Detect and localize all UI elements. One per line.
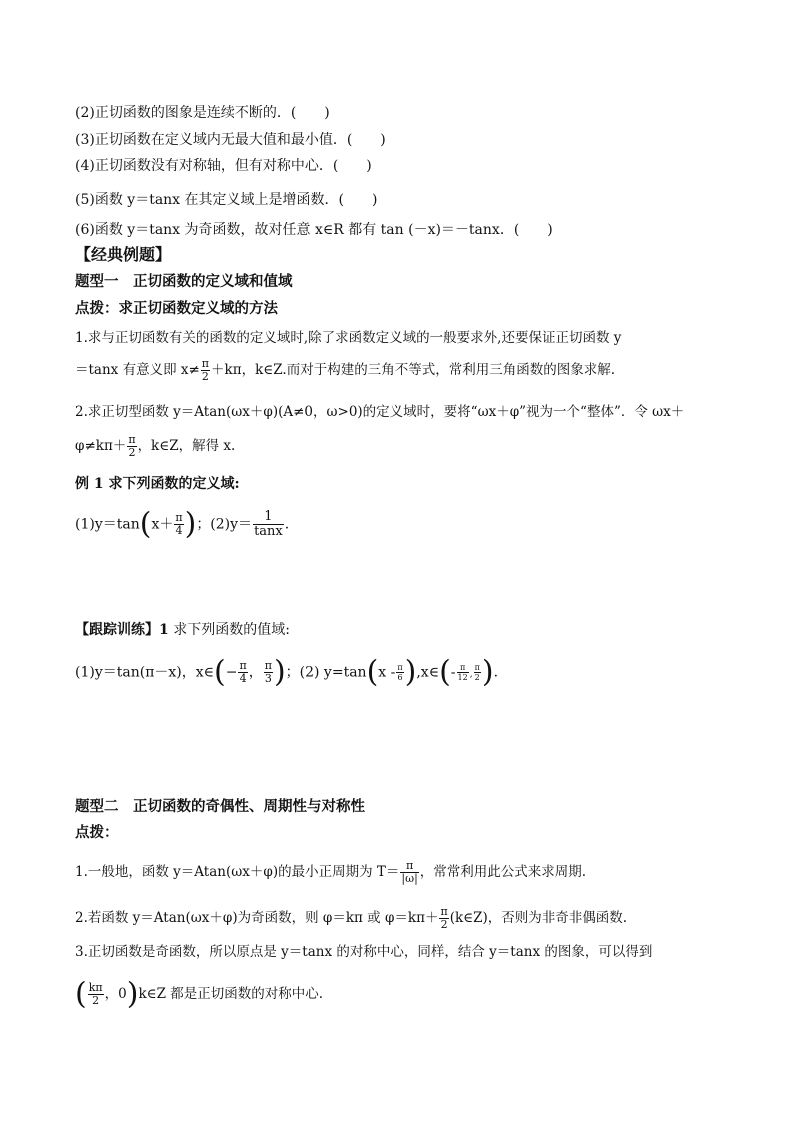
- example1-heading: [75, 474, 240, 494]
- denominator: 2: [128, 446, 136, 459]
- point3-line1: 3.正切函数是奇函数，所以原点是 y＝tanx 的对称中心，同样，结合 y＝tanx 的图象，可以得到: [75, 944, 653, 960]
- para2-line2-post: ，k∈Z，解得 x.: [137, 438, 236, 454]
- tr-b: ；(2) y=tan: [285, 664, 367, 681]
- comma: ,: [469, 669, 473, 680]
- ex1-a-pre: (1)y＝tan: [75, 516, 140, 533]
- numerator: π: [239, 659, 247, 672]
- point2: [75, 906, 627, 931]
- period: .: [493, 664, 499, 681]
- para2-line1: 2.求正切型函数 y＝Atan(ωx＋φ)(A≠0，ω>0)的定义域时，要将“ωx＋φ”视为一个“整体”．令 ωx＋: [75, 404, 685, 420]
- ex1-a-in: x＋: [151, 516, 174, 533]
- example1-label: 例 1 求下列函数的定义域:: [75, 476, 240, 492]
- right-paren: ): [404, 654, 417, 690]
- tip1: 点拨：求正切函数定义域的方法: [75, 300, 278, 317]
- minus: −: [225, 664, 238, 681]
- denominator: tanx: [254, 524, 283, 539]
- denominator: 2: [92, 994, 100, 1007]
- item-4: (4)正切函数没有对称轴，但有对称中心．( ): [75, 158, 372, 174]
- point2-post: (k∈Z)，否则为非奇非偶函数.: [449, 910, 628, 926]
- item-6: (6)函数 y＝tanx 为奇函数，故对任意 x∈R 都有 tan (－x)＝－tanx．( ): [75, 222, 553, 238]
- pi-over-6: [396, 663, 403, 682]
- left-paren: (: [439, 654, 451, 690]
- item-5: (5)函数 y＝tanx 在其定义域上是增函数．( ): [75, 192, 378, 208]
- denominator: 6: [397, 673, 403, 682]
- numerator: 1: [253, 510, 284, 525]
- item-3: (3)正切函数在定义域内无最大值和最小值．( ): [75, 132, 386, 148]
- pi-over-omega: [400, 860, 418, 885]
- one-over-tanx: [253, 510, 284, 539]
- numerator: π: [201, 357, 210, 370]
- left-paren: (: [366, 654, 379, 690]
- right-paren: ): [184, 506, 197, 542]
- denominator: 12: [457, 673, 468, 682]
- pi-over-2: [127, 434, 136, 459]
- point1-pre: 1.一般地，函数 y＝Atan(ωx＋φ)的最小正周期为 T＝: [75, 864, 400, 880]
- para2-line2-pre: φ≠kπ＋: [75, 438, 127, 454]
- numerator: π: [400, 860, 418, 873]
- pi-over-2: [201, 358, 210, 383]
- numerator: π: [457, 663, 469, 673]
- numerator: π: [474, 663, 480, 672]
- pi-over-3: [264, 660, 273, 685]
- denominator: 2: [440, 918, 448, 931]
- point1-post: ，常常利用此公式来求周期.: [419, 864, 587, 880]
- denominator: 2: [201, 370, 209, 383]
- pi-over-2: [439, 906, 448, 931]
- numerator: π: [397, 663, 403, 672]
- training-formulas: [75, 654, 499, 690]
- numerator: kπ: [88, 981, 103, 994]
- tip2: 点拨：: [75, 824, 119, 841]
- tr-c: ,x∈: [416, 664, 440, 681]
- point2-pre: 2.若函数 y＝Atan(ωx＋φ)为奇函数，则 φ＝kπ 或 φ＝kπ＋: [75, 910, 439, 926]
- tr-b-in: x -: [378, 664, 396, 681]
- numerator: π: [440, 905, 448, 918]
- numerator: π: [175, 511, 183, 524]
- right-paren: ): [273, 654, 286, 690]
- para1-line2-pre: ＝tanx 有意义即 x≠: [75, 362, 200, 378]
- right-paren: ): [126, 976, 139, 1012]
- period: .: [284, 516, 290, 533]
- training-heading: [75, 620, 290, 640]
- point3-line2: [75, 976, 324, 1012]
- pi-over-4: [238, 660, 247, 685]
- denominator: 3: [264, 672, 272, 685]
- para1-line2: [75, 358, 615, 383]
- point1: [75, 860, 586, 885]
- right-paren: ): [481, 654, 494, 690]
- para1-line2-post: ＋kπ，k∈Z.而对于构建的三角不等式，常利用三角函数的图象求解.: [211, 362, 615, 378]
- k-pi-over-2: [88, 982, 104, 1007]
- left-paren: (: [75, 976, 87, 1012]
- section-title: 【经典例题】: [75, 245, 172, 264]
- pi-over-4: [174, 512, 183, 537]
- numerator: π: [128, 433, 136, 446]
- denominator: |ω|: [401, 872, 418, 885]
- para1-line1: 1.求与正切函数有关的函数的定义域时,除了求函数定义域的一般要求外,还要保证正切函数 y: [75, 330, 622, 346]
- para2-line2: [75, 434, 235, 459]
- left-paren: (: [214, 654, 226, 690]
- example1-formulas: [75, 506, 290, 542]
- training-label: 【跟踪训练】1: [75, 622, 169, 638]
- training-text: 求下列函数的值域:: [168, 622, 290, 638]
- item-2: (2)正切函数的图象是连续不断的．( ): [75, 105, 330, 121]
- point3-in: ，0: [104, 986, 127, 1002]
- denominator: 2: [474, 673, 480, 682]
- point3-post: k∈Z 都是正切函数的对称中心.: [138, 986, 324, 1002]
- comma: ，: [248, 664, 263, 681]
- numerator: π: [264, 659, 272, 672]
- denominator: 4: [175, 524, 183, 537]
- denominator: 4: [239, 672, 247, 685]
- pi-over-12: [457, 663, 469, 682]
- type1-heading: 题型一 正切函数的定义域和值域: [75, 273, 293, 290]
- ex1-b-pre: ；(2)y＝: [196, 516, 253, 533]
- pi-over-2: [474, 663, 481, 682]
- tr-a: (1)y＝tan(π－x)，x∈: [75, 664, 215, 681]
- tr-c-in: -: [450, 664, 456, 681]
- type2-heading: 题型二 正切函数的奇偶性、周期性与对称性: [75, 798, 365, 815]
- left-paren: (: [139, 506, 152, 542]
